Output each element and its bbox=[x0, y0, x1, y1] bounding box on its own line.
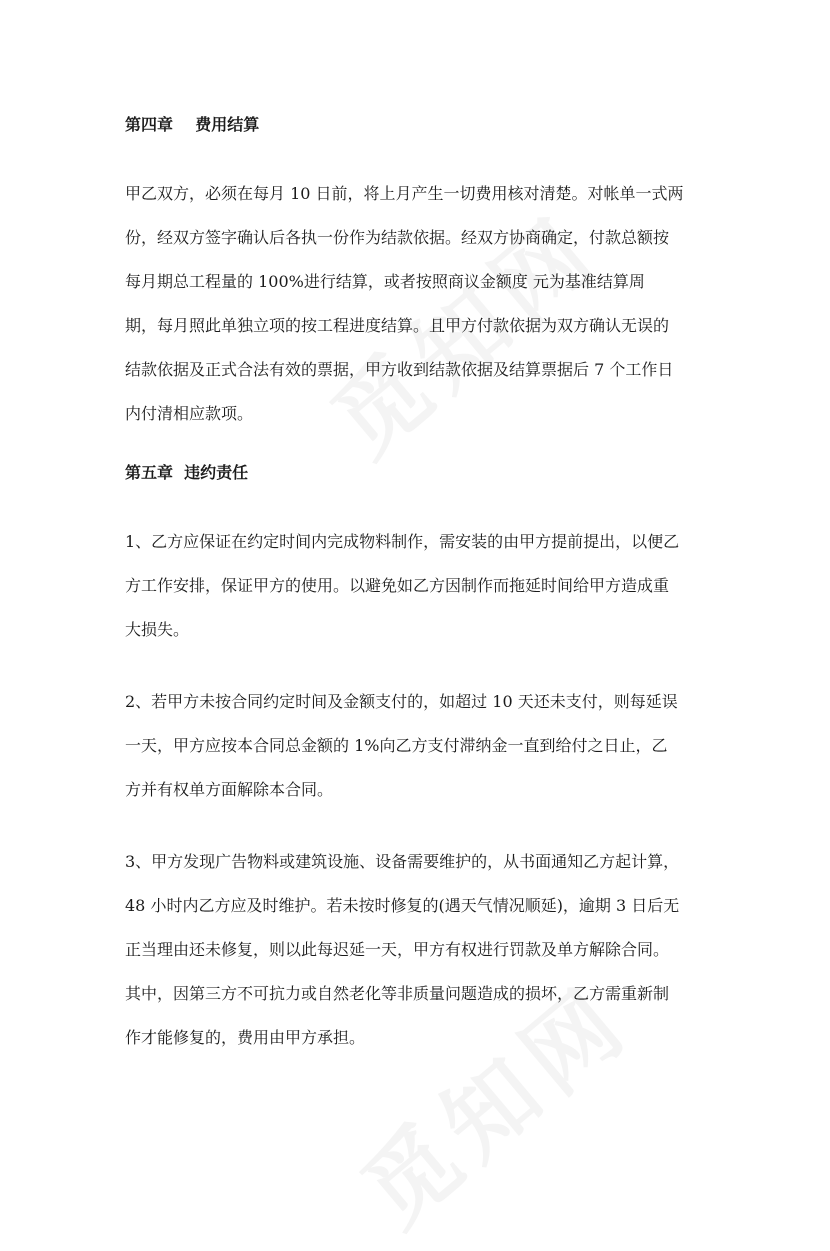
paragraph-line: 每月期总工程量的 100%进行结算，或者按照商议金额度 元为基准结算周 bbox=[125, 272, 645, 291]
paragraph-line: 大损失。 bbox=[125, 620, 190, 639]
paragraph-line: 方工作安排，保证甲方的使用。以避免如乙方因制作而拖延时间给甲方造成重 bbox=[125, 576, 670, 595]
paragraph-line: 1、乙方应保证在约定时间内完成物料制作，需安装的由甲方提前提出，以便乙 bbox=[125, 532, 680, 551]
chapter-4 bbox=[125, 108, 710, 436]
paragraph-line: 3、甲方发现广告物料或建筑设施、设备需要维护的，从书面通知乙方起计算， bbox=[125, 852, 680, 871]
chapter-5-clause-1 bbox=[125, 520, 710, 652]
paragraph-line: 份，经双方签字确认后各执一份作为结款依据。经双方协商确定，付款总额按 bbox=[125, 228, 670, 247]
paragraph-line: 结款依据及正式合法有效的票据，甲方收到结款依据及结算票据后 7 个工作日 bbox=[125, 360, 674, 379]
paragraph-line: 其中，因第三方不可抗力或自然老化等非质量问题造成的损坏，乙方需重新制 bbox=[125, 984, 670, 1003]
paragraph-line: 甲乙双方，必须在每月 10 日前，将上月产生一切费用核对清楚。对帐单一式两 bbox=[125, 184, 684, 203]
paragraph-line: 期，每月照此单独立项的按工程进度结算。且甲方付款依据为双方确认无误的 bbox=[125, 316, 670, 335]
paragraph-line: 一天，甲方应按本合同总金额的 1%向乙方支付滞纳金一直到给付之日止，乙 bbox=[125, 736, 668, 755]
paragraph-line: 2、若甲方未按合同约定时间及金额支付的，如超过 10 天还未支付，则每延误 bbox=[125, 692, 678, 711]
paragraph-line: 正当理由还未修复，则以此每迟延一天，甲方有权进行罚款及单方解除合同。 bbox=[125, 940, 670, 959]
paragraph-line: 48 小时内乙方应及时维护。若未按时修复的(遇天气情况顺延)，逾期 3 日后无 bbox=[125, 896, 680, 915]
chapter-5-clause-3 bbox=[125, 840, 710, 1060]
chapter-5-clause-2 bbox=[125, 680, 710, 812]
chapter-5-title: 第五章 违约责任 bbox=[125, 463, 249, 482]
paragraph-line: 内付清相应款项。 bbox=[125, 404, 254, 423]
paragraph-line: 作才能修复的，费用由甲方承担。 bbox=[125, 1028, 366, 1047]
chapter-4-paragraph-1 bbox=[125, 172, 710, 436]
chapter-5 bbox=[125, 456, 710, 1060]
chapter-4-title: 第四章 费用结算 bbox=[125, 115, 260, 134]
document-body bbox=[125, 108, 710, 1060]
paragraph-line: 方并有权单方面解除本合同。 bbox=[125, 780, 334, 799]
